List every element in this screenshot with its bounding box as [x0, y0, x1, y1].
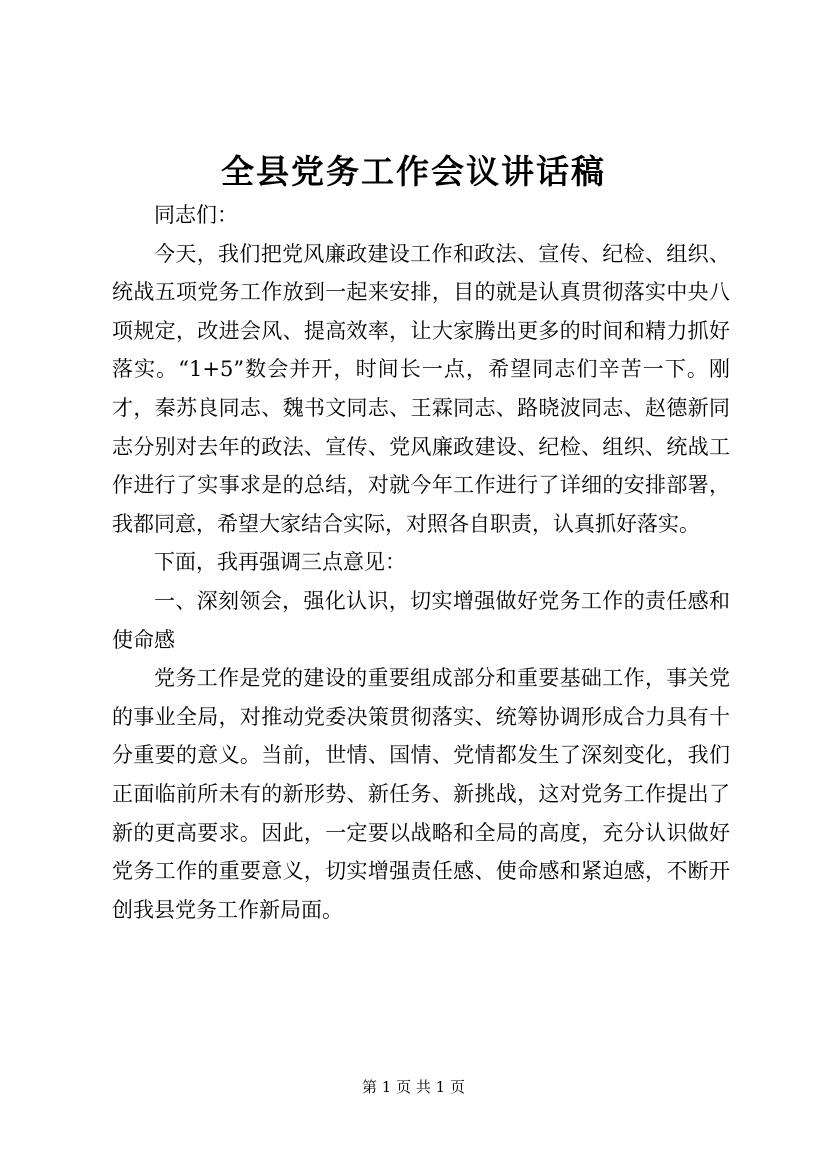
salutation: 同志们：	[154, 203, 238, 227]
page-number-footer: 第 1 页 共 1 页	[362, 1078, 465, 1096]
document-title: 全县党务工作会议讲话稿	[221, 152, 606, 191]
paragraph-section-1: 党务工作是党的建设的重要组成部分和重要基础工作，事关党的事业全局，对推动党委决策贯彻落实、统筹协调形成合力具有十分重要的意义。当前，世情、国情、党情都发生了深刻变化，我们正面临前所未有的新形势、新任务、新挑战，这对党务工作提出了新的更高要求。因此，一定要以战略和全局的高度，充分认识做好党务工作的重要意义，切实增强责任感、使命感和紧迫感，不断开创我县党务工作新局面。	[112, 666, 730, 922]
paragraph-transition: 下面，我再强调三点意见：	[154, 550, 406, 575]
section-heading-1: 一、深刻领会，强化认识，切实增强做好党务工作的责任感和使命感	[112, 588, 730, 652]
document-body	[112, 196, 730, 929]
paragraph-intro: 今天，我们把党风廉政建设工作和政法、宣传、纪检、组织、统战五项党务工作放到一起来安排，目的就是认真贯彻落实中央八项规定，改进会风、提高效率，让大家腾出更多的时间和精力抓好落实。“1+5”数会并开，时间长一点，希望同志们辛苦一下。刚才，秦苏良同志、魏书文同志、王霖同志、路晓波同志、赵德新同志分别对去年的政法、宣传、党风廉政建设、纪检、组织、统战工作进行了实事求是的总结，对就今年工作进行了详细的安排部署，我都同意，希望大家结合实际，对照各自职责，认真抓好落实。	[112, 241, 730, 536]
